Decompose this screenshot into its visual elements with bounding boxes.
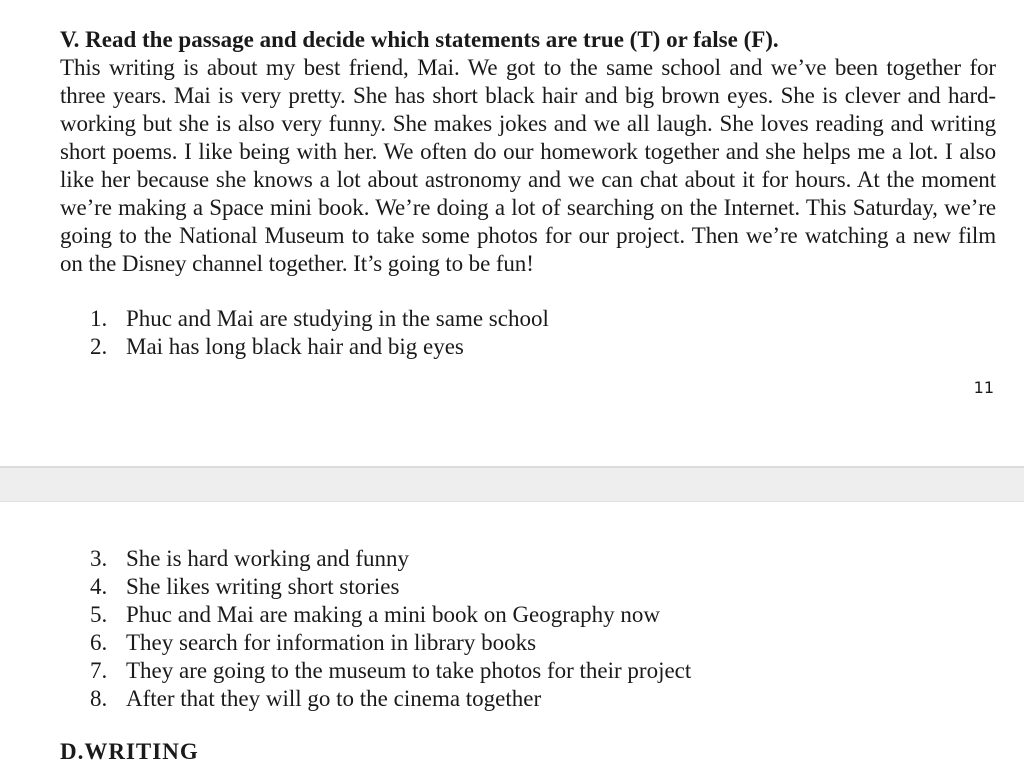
statement-number: 1. [90,306,108,331]
next-section-heading: D.WRITING [60,739,199,764]
statement-item [90,685,691,713]
statement-number: 4. [90,574,108,599]
statement-item [90,657,691,685]
page-number: 11 [973,378,994,397]
statement-item [90,573,691,601]
statement-text: They search for information in library books [126,630,537,655]
statement-number: 3. [90,546,108,571]
statement-text: She likes writing short stories [126,574,400,599]
statement-text: Phuc and Mai are making a mini book on Geography now [126,602,660,627]
statement-number: 7. [90,658,108,683]
exercise-heading: V. Read the passage and decide which statements are true (T) or false (F). [60,27,779,52]
statement-number: 6. [90,630,108,655]
page-separator [0,466,1024,502]
statement-item [90,305,549,333]
statement-number: 5. [90,602,108,627]
statement-text: They are going to the museum to take photos for their project [126,658,692,683]
statement-text: Mai has long black hair and big eyes [126,334,464,359]
statement-item [90,629,691,657]
reading-passage: This writing is about my best friend, Mai. We got to the same school and we’ve been together for three years. Mai is very pretty. She has short black hair and big brown eyes. She is clever and hard-working but she is also very funny. She makes jokes and we all laugh. She loves reading and writing short poems. I like being with her. We often do our homework together and she helps me a lot. I also like her because she knows a lot about astronomy and we can chat about it for hours. At the moment we’re making a Space mini book. We’re doing a lot of searching on the Internet. This Saturday, we’re going to the National Museum to take some photos for our project. Then we’re watching a new film on the Disney channel together. It’s going to be fun! [60,55,996,276]
statement-item [90,545,691,573]
statement-item [90,601,691,629]
statement-text: She is hard working and funny [126,546,409,571]
statement-list-page-2 [90,545,691,713]
statement-text: After that they will go to the cinema together [126,686,542,711]
statement-list-page-1 [90,305,549,361]
statement-item [90,333,549,361]
statement-text: Phuc and Mai are studying in the same school [126,306,549,331]
statement-number: 2. [90,334,108,359]
statement-number: 8. [90,686,108,711]
